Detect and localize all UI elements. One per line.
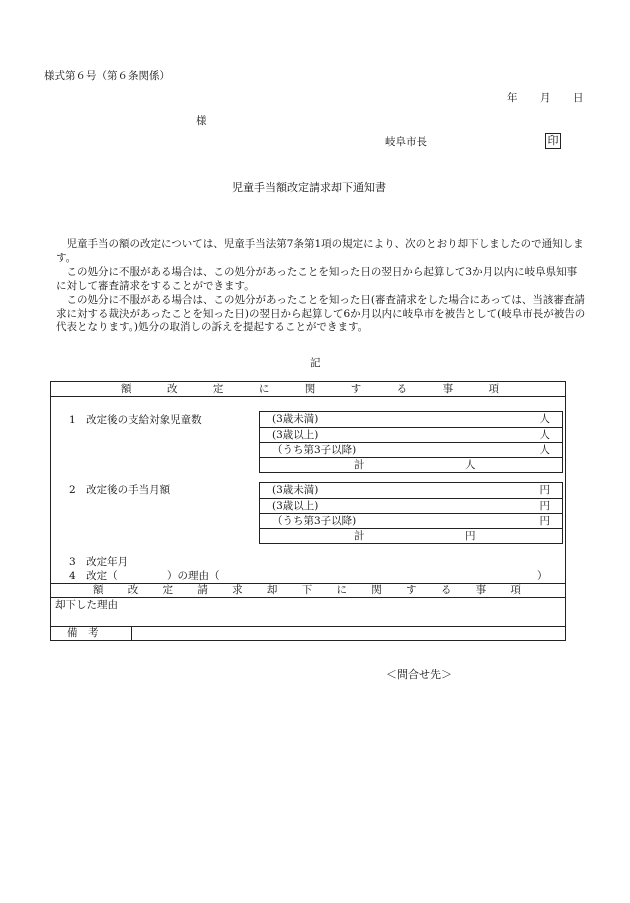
paragraph-2: この処分に不服がある場合は、この処分があったことを知った日の翌日から起算して3か月以内に岐阜県知事に対して審査請求をすることができます。 [56, 266, 578, 292]
item2-label: 2 改定後の手当月額 [69, 484, 171, 496]
header-char: す [350, 383, 362, 395]
header-char: 定 [212, 383, 224, 395]
row-unit: 人 [539, 429, 550, 441]
header-char: 下 [301, 584, 313, 596]
row-label: (3歳未満) [272, 413, 319, 425]
table-header-2 [93, 584, 521, 598]
table-row [260, 412, 562, 427]
seal-mark: 印 [545, 133, 561, 149]
row-unit: 円 [539, 484, 550, 496]
header-char: 事 [442, 383, 454, 395]
row-label: （うち第3子以降) [272, 515, 357, 527]
total-label: 計 [354, 459, 365, 471]
header-char: す [406, 584, 417, 596]
rejection-reason-label: 却下した理由 [55, 599, 118, 611]
table-row [260, 513, 562, 529]
child-count-table [259, 411, 563, 473]
table-row [260, 442, 562, 458]
header-char: 定 [162, 584, 174, 596]
remarks-divider [131, 626, 132, 641]
divider [51, 396, 565, 397]
header-char: 関 [371, 584, 382, 596]
table-row-total [260, 528, 562, 544]
details-table [50, 381, 566, 641]
total-unit: 円 [465, 530, 476, 542]
row-label: (3歳以上) [272, 500, 319, 512]
header-char: 事 [475, 584, 487, 596]
table-row-total [260, 457, 562, 473]
header-char: 却 [266, 584, 278, 596]
monthly-amount-table [259, 482, 563, 544]
header-char: る [396, 383, 408, 395]
row-unit: 円 [539, 515, 550, 527]
paragraph-3: この処分に不服がある場合は、この処分があったことを知った日(審査請求をした場合にあっては、当該審査請求に対する裁決があったことを知った日)の翌日から起算して6か月以内に岐阜市を被告として(岐阜市長が被告の代表となります。)処分の取消しの訴えを提起することができます。 [56, 294, 586, 333]
header-char: 求 [232, 584, 243, 596]
table-row [260, 483, 562, 498]
header-char: 改 [166, 383, 178, 395]
date-day: 日 [573, 92, 584, 104]
row-unit: 人 [539, 413, 550, 425]
header-char: に [336, 584, 347, 596]
total-unit: 人 [465, 459, 476, 471]
sender-name: 岐阜市長 [385, 136, 427, 148]
header-char: る [440, 584, 452, 596]
ki-label: 記 [310, 357, 321, 369]
addressee-suffix: 様 [196, 115, 207, 127]
divider [51, 597, 565, 598]
header-char: に [258, 383, 270, 395]
contact-label: ＜問合せ先＞ [386, 668, 452, 681]
item3-label: 3 改定年月 [69, 556, 129, 568]
header-char: 関 [304, 383, 316, 395]
header-char: 額 [121, 383, 132, 395]
form-number: 様式第６号（第６条関係） [44, 70, 170, 82]
header-char: 改 [127, 584, 139, 596]
date-year: 年 [507, 92, 518, 104]
divider [51, 626, 565, 627]
table-row [260, 427, 562, 443]
remarks-label: 備 考 [67, 627, 99, 639]
item4-middle: ）の理由（ [167, 570, 220, 582]
total-label: 計 [354, 530, 365, 542]
row-label: (3歳未満) [272, 484, 319, 496]
row-unit: 人 [539, 444, 550, 456]
paragraph-1: 児童手当の額の改定については、児童手当法第7条第1項の規定により、次のとおり却下しましたので通知します。 [56, 238, 584, 264]
table-header-1 [121, 383, 499, 397]
document-title: 児童手当額改定請求却下通知書 [232, 181, 386, 194]
table-row [260, 498, 562, 514]
header-char: 項 [510, 584, 521, 596]
header-char: 請 [197, 584, 208, 596]
row-label: (3歳以上) [272, 429, 319, 441]
row-label: （うち第3子以降) [272, 444, 357, 456]
date-month: 月 [540, 92, 551, 104]
row-unit: 円 [539, 500, 550, 512]
header-char: 項 [488, 383, 499, 395]
item4-prefix: 4 改定（ [69, 570, 118, 582]
item4-suffix: ） [537, 570, 548, 582]
item1-label: 1 改定後の支給対象児童数 [69, 414, 202, 426]
header-char: 額 [93, 584, 104, 596]
